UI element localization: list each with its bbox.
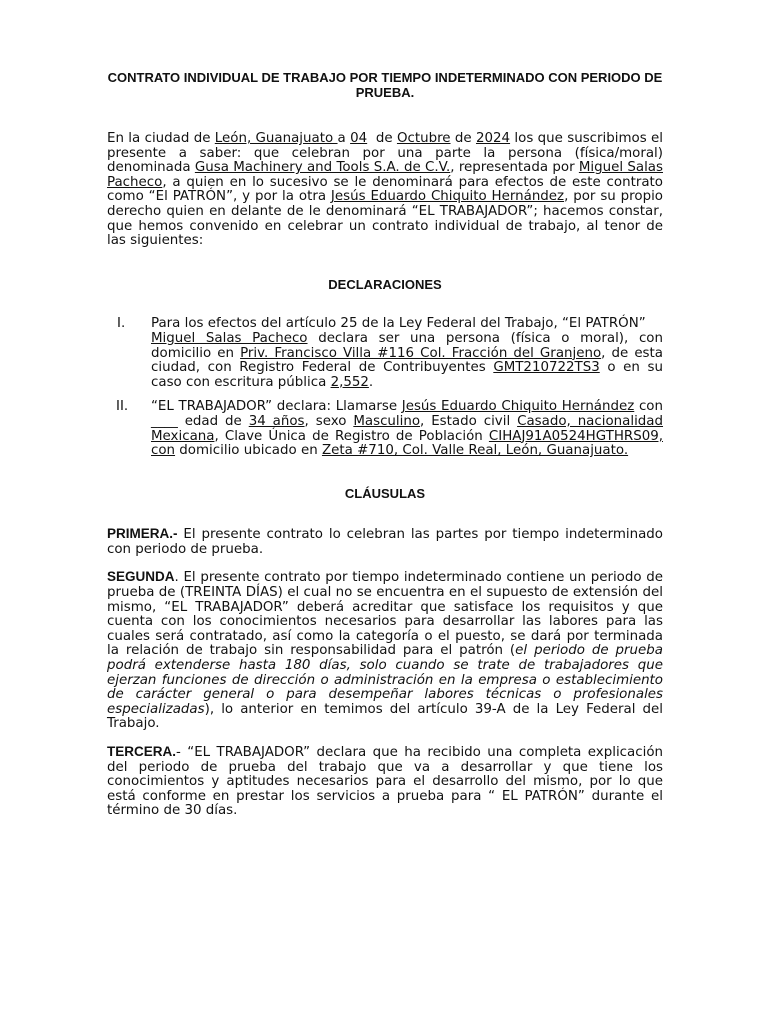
decl-text: o en su caso con escritura pública (151, 360, 663, 390)
intro-text: , por su propio derecho quien en delante de le denominará “EL TRABAJADOR”; hacemos constar, que hemos convenido en celebrar un contrato individual de trabajo, al tenor de las siguientes: (107, 189, 663, 249)
intro-text: , a quien en lo sucesivo se le denominará para efectos de este contrato como “El PATRÓN”, y por la otra (107, 174, 663, 205)
decl-text: . (368, 374, 374, 390)
intro-text: En la ciudad de (107, 131, 215, 146)
day-field: 04 (350, 131, 368, 146)
contract-document (107, 70, 663, 819)
intro-text: los que suscribimos el presente a saber: que celebran por una parte la persona (física/moral) denominada (107, 131, 664, 176)
decl-text: declara ser una persona (física o moral), con domicilio en (151, 330, 663, 361)
decl-text: “EL TRABAJADOR” declara: Llamarse (151, 399, 402, 415)
company-field: Gusa Machinery and Tools S.A. de C.V. (194, 160, 451, 176)
intro-text: de (367, 131, 397, 146)
worker-name: Jesús Eduardo Chiquito Hernández (401, 399, 635, 415)
declaration-ii (107, 400, 663, 458)
sex-field: Masculino (353, 413, 421, 429)
clause-tercera (107, 745, 663, 819)
declaration-text (151, 400, 663, 458)
clause-text: . El presente contrato por tiempo indeterminado contiene un periodo de prueba de (TREINTA DÍAS) el cual no se encuentra en el supuesto de extensión del mismo, “EL TRABAJADOR” deberá acreditar que satisface los requisitos y que cuenta con los conocimientos necesarios para desarrollar las labores para las cuales será contratado, así como la categoría o el puesto, se dará por terminada la relación de trabajo sin responsabilidad para el patrón ( (107, 570, 663, 659)
decl-text (663, 414, 672, 429)
employer-name: Miguel Salas Pacheco (151, 330, 308, 346)
intro-text: , representada por (450, 160, 579, 176)
civil-status-field: Casado, nacionalidad (517, 413, 664, 429)
year-field: 2024 (475, 131, 511, 146)
clause-text: ), lo anterior en temimos del artículo 39-A de la Ley Federal del Trabajo. (107, 701, 663, 732)
clause-text: El presente contrato lo celebran las partes por tiempo indeterminado con periodo de prueba. (107, 527, 663, 557)
clause-label: TERCERA. (107, 744, 177, 759)
document-title: CONTRATO INDIVIDUAL DE TRABAJO POR TIEMPO INDETERMINADO CON PERIODO DE PRUEBA. (107, 70, 663, 100)
intro-text: de (450, 131, 476, 146)
declaration-number: I. (117, 316, 126, 332)
month-field: Octubre (396, 131, 451, 146)
deed-field: 2,552 (330, 374, 369, 390)
decl-text: , Clave Única de Registro de Población (214, 428, 489, 444)
clause-label: SEGUNDA (107, 569, 175, 585)
representative-field: Miguel Salas Pacheco (107, 160, 663, 190)
intro-text: a (337, 131, 351, 146)
decl-text: , Estado civil (420, 413, 518, 429)
clause-label: PRIMERA.- (107, 526, 178, 542)
clauses-heading: CLÁUSULAS (344, 485, 426, 501)
decl-text: , de esta ciudad, con Registro Federal de Contribuyentes (151, 345, 663, 376)
employer-address: Priv. Francisco Villa #116 Col. Fracción del Granjeno (240, 345, 602, 361)
clause-italic-text: el periodo de prueba podrá extenderse hasta 180 días, solo cuando se trate de trabajadores que ejerzan funciones de dirección o administración en la empresa o establecimiento de carácter general o para desempeñar labores técnicas o profesionales especializadas (107, 643, 663, 717)
rfc-field: GMT210722TS3 (493, 360, 600, 376)
decl-text: , sexo (304, 413, 354, 429)
decl-text: Para los efectos del artículo 25 de la Ley Federal del Trabajo, “El PATRÓN” (151, 316, 646, 332)
clause-text: - “EL TRABAJADOR” declara que ha recibido una completa explicación del periodo de prueba del trabajo que va a desarrollar y que tiene los conocimientos y aptitudes necesarios para el desarrollo del mismo, por lo que está conforme en prestar los servicios a prueba para “ EL PATRÓN” durante el término de 30 días. (107, 745, 663, 819)
city-field: León, Guanajuato (214, 131, 338, 146)
worker-address: Zeta #710, Col. Valle Real, León, Guanajuato. (321, 443, 629, 459)
worker-field: Jesús Eduardo Chiquito Hernández (330, 189, 565, 205)
curp-field: CIHAJ91A0524HGTHRS09, con (151, 428, 663, 459)
blank-field: ____ (151, 413, 178, 429)
age-field: 34 años (248, 413, 305, 429)
declarations-heading: DECLARACIONES (328, 276, 442, 292)
declaration-text (151, 317, 663, 390)
intro-paragraph (107, 132, 663, 249)
declaration-number: II. (116, 399, 129, 415)
clause-primera (107, 527, 663, 557)
clause-segunda (107, 570, 663, 732)
decl-text: domicilio ubicado en (175, 443, 322, 459)
decl-text: con (634, 399, 663, 415)
declaration-i (107, 317, 663, 390)
decl-text: edad de (177, 413, 249, 429)
nationality-field: Mexicana (151, 428, 215, 444)
